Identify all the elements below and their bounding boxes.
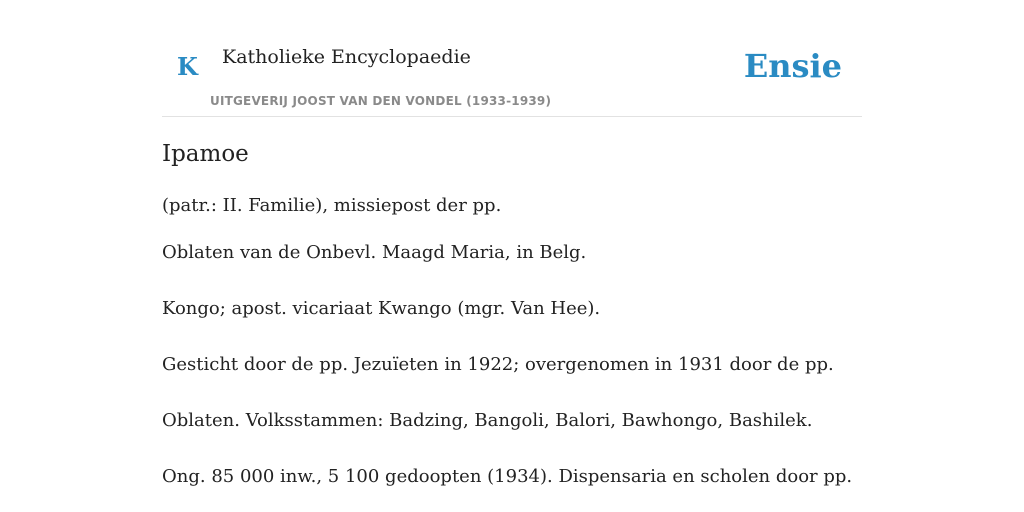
article-paragraph: (patr.: II. Familie), missiepost der pp. xyxy=(162,195,502,216)
article-paragraph: Gesticht door de pp. Jezuïeten in 1922; overgenomen in 1931 door de pp. xyxy=(162,354,834,375)
article-paragraph: Ong. 85 000 inw., 5 100 gedoopten (1934). Dispensaria en scholen door pp. xyxy=(162,466,853,487)
site-title-link[interactable]: Katholieke Encyclopaedie xyxy=(222,46,471,68)
site-header xyxy=(162,0,862,117)
article-title: Ipamoe xyxy=(162,141,249,167)
article-paragraph: Kongo; apost. vicariaat Kwango (mgr. Van Hee). xyxy=(162,298,601,319)
article-content xyxy=(162,138,862,487)
ensie-brand-link[interactable]: Ensie xyxy=(743,47,842,85)
publisher-subtitle: UITGEVERIJ JOOST VAN DEN VONDEL (1933-1939) xyxy=(210,94,552,108)
site-logo[interactable]: K xyxy=(177,52,198,81)
article-paragraph: Oblaten. Volksstammen: Badzing, Bangoli, Balori, Bawhongo, Bashilek. xyxy=(162,410,813,431)
article-paragraph: Oblaten van de Onbevl. Maagd Maria, in Belg. xyxy=(162,242,587,263)
